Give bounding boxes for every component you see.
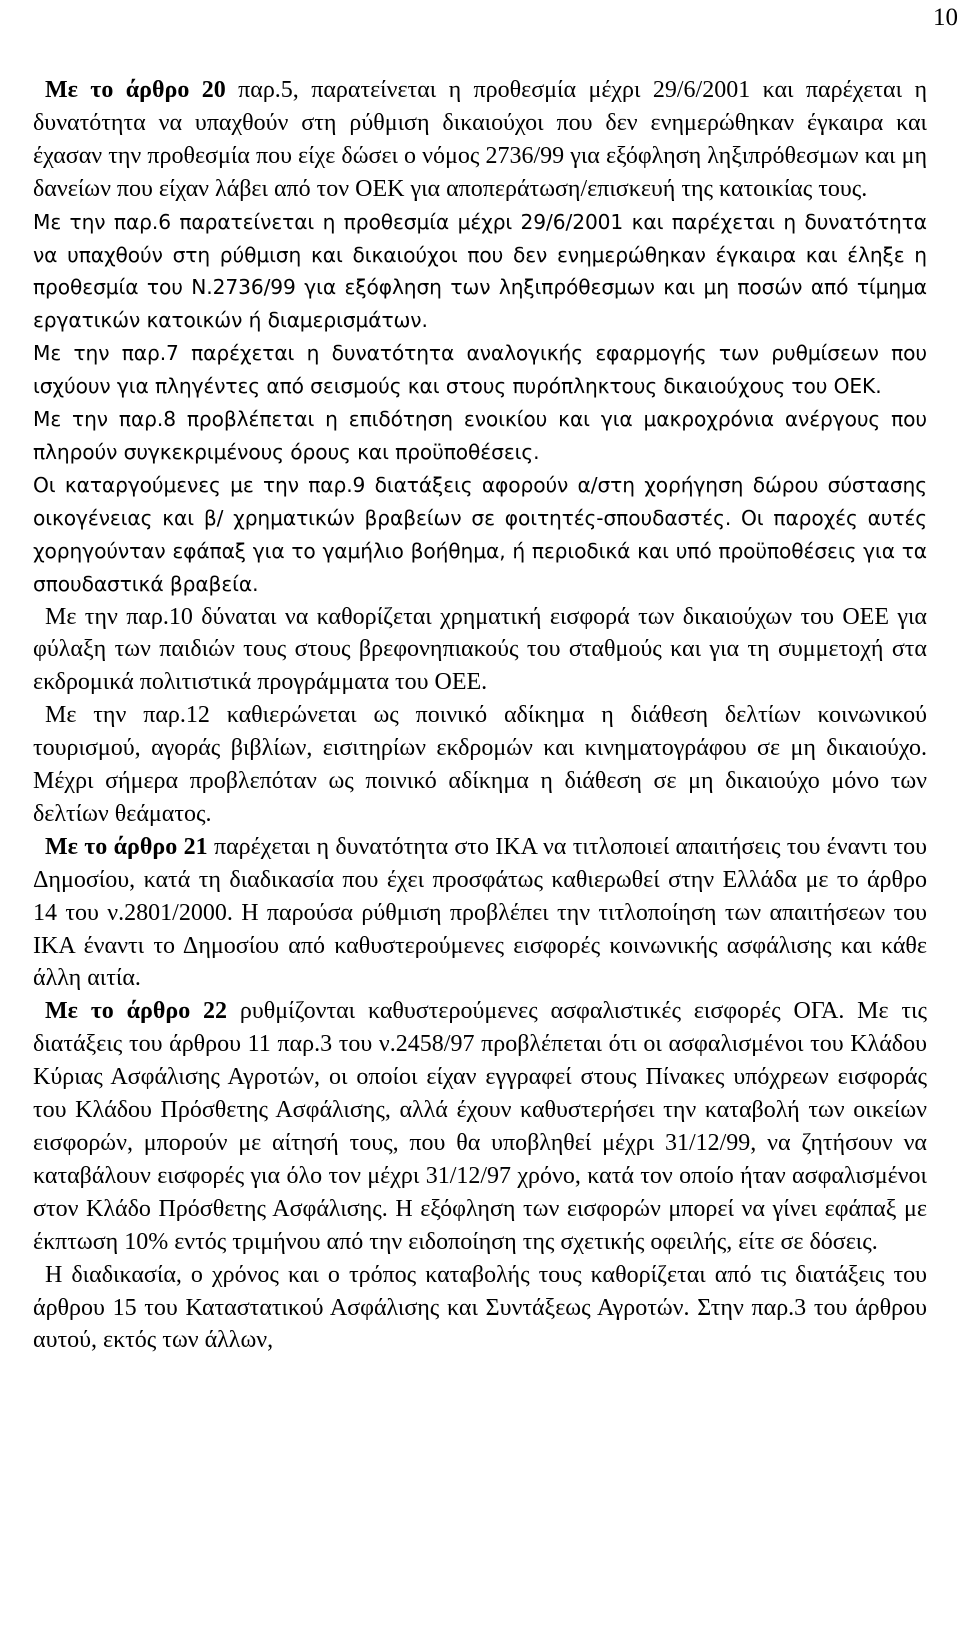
- document-body: [33, 74, 927, 1357]
- paragraph-text: Με την παρ.10 δύναται να καθορίζεται χρηματική εισφορά των δικαιούχων του ΟΕΕ για φύλαξη των παιδιών τους στους βρεφονηπιακούς του σταθμούς και για τη συμμετοχή στα εκδρομικά πολιτιστικά προγράμματα του ΟΕΕ.: [33, 603, 927, 696]
- paragraph-article-20: [33, 74, 927, 206]
- paragraph-text: Με την παρ.7 παρέχεται η δυνατότητα αναλογικής εφαρμογής των ρυθμίσεων που ισχύουν για πληγέντες από σεισμούς και στους πυρόπληκτους δικαιούχους του ΟΕΚ.: [33, 341, 927, 399]
- paragraph-text: Οι καταργούμενες με την παρ.9 διατάξεις αφορούν α/στη χορήγηση δώρου σύστασης οικογένειας και β/ χρηματικών βραβείων σε φοιτητές-σπουδαστές. Οι παροχές αυτές χορηγούνταν εφάπαξ για το γαμήλιο βοήθημα, ή περιοδικά και υπό προϋποθέσεις για τα σπουδαστικά βραβεία.: [33, 472, 927, 596]
- article-22-lead: Με το άρθρο 22: [45, 998, 228, 1025]
- paragraph-article-22: [33, 995, 927, 1258]
- paragraph-par-8: [33, 403, 927, 469]
- paragraph-text: παρέχεται η δυνατότητα στο ΙΚΑ να τιτλοποιεί απαιτήσεις του έναντι του Δημοσίου, κατά τη διαδικασία που έχει προσφάτως καθιερωθεί στην Ελλάδα με το άρθρο 14 του ν.2801/2000. Η παρούσα ρύθμιση προβλέπει την τιτλοποίηση των απαιτήσεων του ΙΚΑ έναντι το Δημοσίου από καθυστερούμενες εισφορές κοινωνικής ασφάλισης και κάθε άλλη αιτία.: [33, 833, 927, 992]
- paragraph-procedure: [33, 1259, 927, 1358]
- paragraph-par-6: [33, 206, 927, 338]
- article-20-lead: Με το άρθρο 20: [45, 77, 226, 103]
- paragraph-text: παρ.5, παρατείνεται η προθεσμία μέχρι 29/6/2001 και παρέχεται η δυνατότητα να υπαχθούν στη ρύθμιση δικαιούχοι που δεν ενημερώθηκαν έγκαιρα και έχασαν την προθεσμία που είχε δώσει ο νόμος 2736/99 για εξόφληση ληξιπρόθεσμων και μη δανείων που είχαν λάβει από τον ΟΕΚ για αποπεράτωση/επισκευή της κατοικίας τους.: [33, 77, 927, 202]
- paragraph-par-12: [33, 699, 927, 831]
- paragraph-text: Με την παρ.12 καθιερώνεται ως ποινικό αδίκημα η διάθεση δελτίων κοινωνικού τουρισμού, αγοράς βιβλίων, εισιτηρίων εκδρομών και κινηματογράφου σε μη δικαιούχο. Μέχρι σήμερα προβλεπόταν ως ποινικό αδίκημα η διάθεση σε μη δικαιούχο μόνο των δελτίων θεάματος.: [33, 702, 927, 827]
- paragraph-text: Η διαδικασία, ο χρόνος και ο τρόπος καταβολής τους καθορίζεται από τις διατάξεις του άρθρου 15 του Καταστατικού Ασφάλισης και Συντάξεως Αγροτών. Στην παρ.3 του άρθρου αυτού, εκτός των άλλων,: [33, 1261, 927, 1354]
- paragraph-text: Με την παρ.6 παρατείνεται η προθεσμία μέχρι 29/6/2001 και παρέχεται η δυνατότητα να υπαχθούν στη ρύθμιση και δικαιούχοι που δεν ενημερώθηκαν έγκαιρα και έληξε η προθεσμία του Ν.2736/99 για εξόφληση των ληξιπρόθεσμων και μη ποσών από τίμημα εργατικών κατοικών ή διαμερισμάτων.: [33, 209, 927, 333]
- paragraph-par-9: [33, 469, 927, 601]
- paragraph-text: Με την παρ.8 προβλέπεται η επιδότηση ενοικίου και για μακροχρόνια ανέργους που πληρούν συγκεκριμένους όρους και προϋποθέσεις.: [33, 407, 927, 464]
- article-21-lead: Με το άρθρο 21: [45, 833, 208, 860]
- page-number: 10: [933, 4, 958, 31]
- paragraph-text: ρυθμίζονται καθυστερούμενες ασφαλιστικές εισφορές ΟΓΑ. Με τις διατάξεις του άρθρου 11 παρ.3 του ν.2458/97 προβλέπεται ότι οι ασφαλισμένοι του Κλάδου Κύριας Ασφάλισης Αγροτών, οι οποίοι είχαν εγγραφεί στους Πίνακες υπόχρεων εισφοράς του Κλάδου Πρόσθετης Ασφάλισης, αλλά έχουν καθυστερήσει την καταβολή των οικείων εισφορών, μπορούν με αίτησή τους, που θα υποβληθεί μέχρι 31/12/99, να ζητήσουν να καταβάλουν εισφορές για όλο τον μέχρι 31/12/97 χρόνο, κατά τον οποίο ήταν ασφαλισμένοι στον Κλάδο Πρόσθετης Ασφάλισης. Η εξόφληση των εισφορών μπορεί να γίνει εφάπαξ με έκπτωση 10% εντός τριμήνου από την ειδοποίηση της σχετικής οφειλής, είτε σε δόσεις.: [33, 998, 928, 1255]
- paragraph-par-10: [33, 601, 927, 700]
- paragraph-article-21: [33, 831, 927, 996]
- paragraph-par-7: [33, 337, 927, 403]
